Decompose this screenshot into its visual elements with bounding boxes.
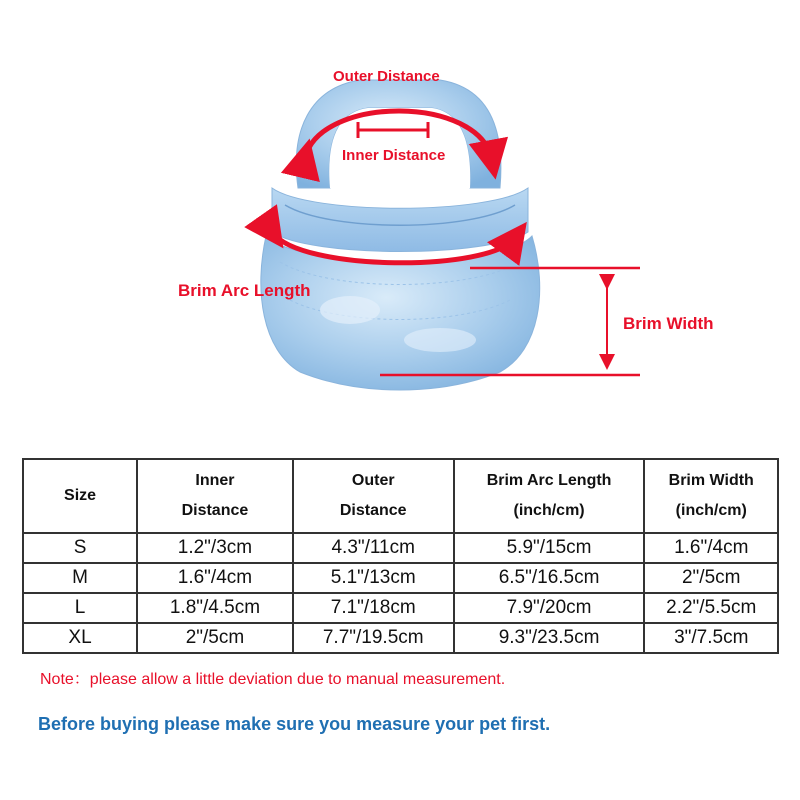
- size-chart-table: [22, 458, 779, 654]
- cell-size: L: [23, 593, 137, 623]
- cell-outer-distance: 4.3"/11cm: [293, 533, 454, 563]
- cell-inner-distance: 1.8"/4.5cm: [137, 593, 293, 623]
- cell-brim-width: 2"/5cm: [644, 563, 778, 593]
- outer-distance-label: Outer Distance: [333, 68, 440, 85]
- table-row: [23, 593, 778, 623]
- header-inner-distance: Inner Distance: [137, 459, 293, 533]
- cell-brim-arc-length: 7.9"/20cm: [454, 593, 645, 623]
- table-header-row: [23, 459, 778, 533]
- cell-brim-arc-length: 5.9"/15cm: [454, 533, 645, 563]
- cell-outer-distance: 7.7"/19.5cm: [293, 623, 454, 653]
- cell-brim-width: 1.6"/4cm: [644, 533, 778, 563]
- measurement-note: Note：please allow a little deviation due to manual measurement.: [40, 671, 506, 688]
- inner-distance-label: Inner Distance: [342, 147, 446, 164]
- brim-arc-length-label: Brim Arc Length: [178, 281, 311, 300]
- cell-size: S: [23, 533, 137, 563]
- cell-brim-width: 2.2"/5.5cm: [644, 593, 778, 623]
- measure-advice: Before buying please make sure you measure your pet first.: [38, 714, 551, 734]
- cell-brim-arc-length: 6.5"/16.5cm: [454, 563, 645, 593]
- cell-brim-width: 3"/7.5cm: [644, 623, 778, 653]
- cell-size: M: [23, 563, 137, 593]
- cell-outer-distance: 7.1"/18cm: [293, 593, 454, 623]
- header-outer-distance: Outer Distance: [293, 459, 454, 533]
- table-row: [23, 563, 778, 593]
- cell-inner-distance: 2"/5cm: [137, 623, 293, 653]
- cap-brim: [261, 236, 540, 390]
- table-row: [23, 623, 778, 653]
- cap-band: [272, 188, 528, 252]
- cell-inner-distance: 1.6"/4cm: [137, 563, 293, 593]
- header-brim-arc-length: Brim Arc Length (inch/cm): [454, 459, 645, 533]
- table-row: [23, 533, 778, 563]
- cell-inner-distance: 1.2"/3cm: [137, 533, 293, 563]
- cell-brim-arc-length: 9.3"/23.5cm: [454, 623, 645, 653]
- cell-size: XL: [23, 623, 137, 653]
- header-brim-width: Brim Width (inch/cm): [644, 459, 778, 533]
- header-size: Size: [23, 459, 137, 533]
- brim-width-label: Brim Width: [623, 314, 714, 333]
- cell-outer-distance: 5.1"/13cm: [293, 563, 454, 593]
